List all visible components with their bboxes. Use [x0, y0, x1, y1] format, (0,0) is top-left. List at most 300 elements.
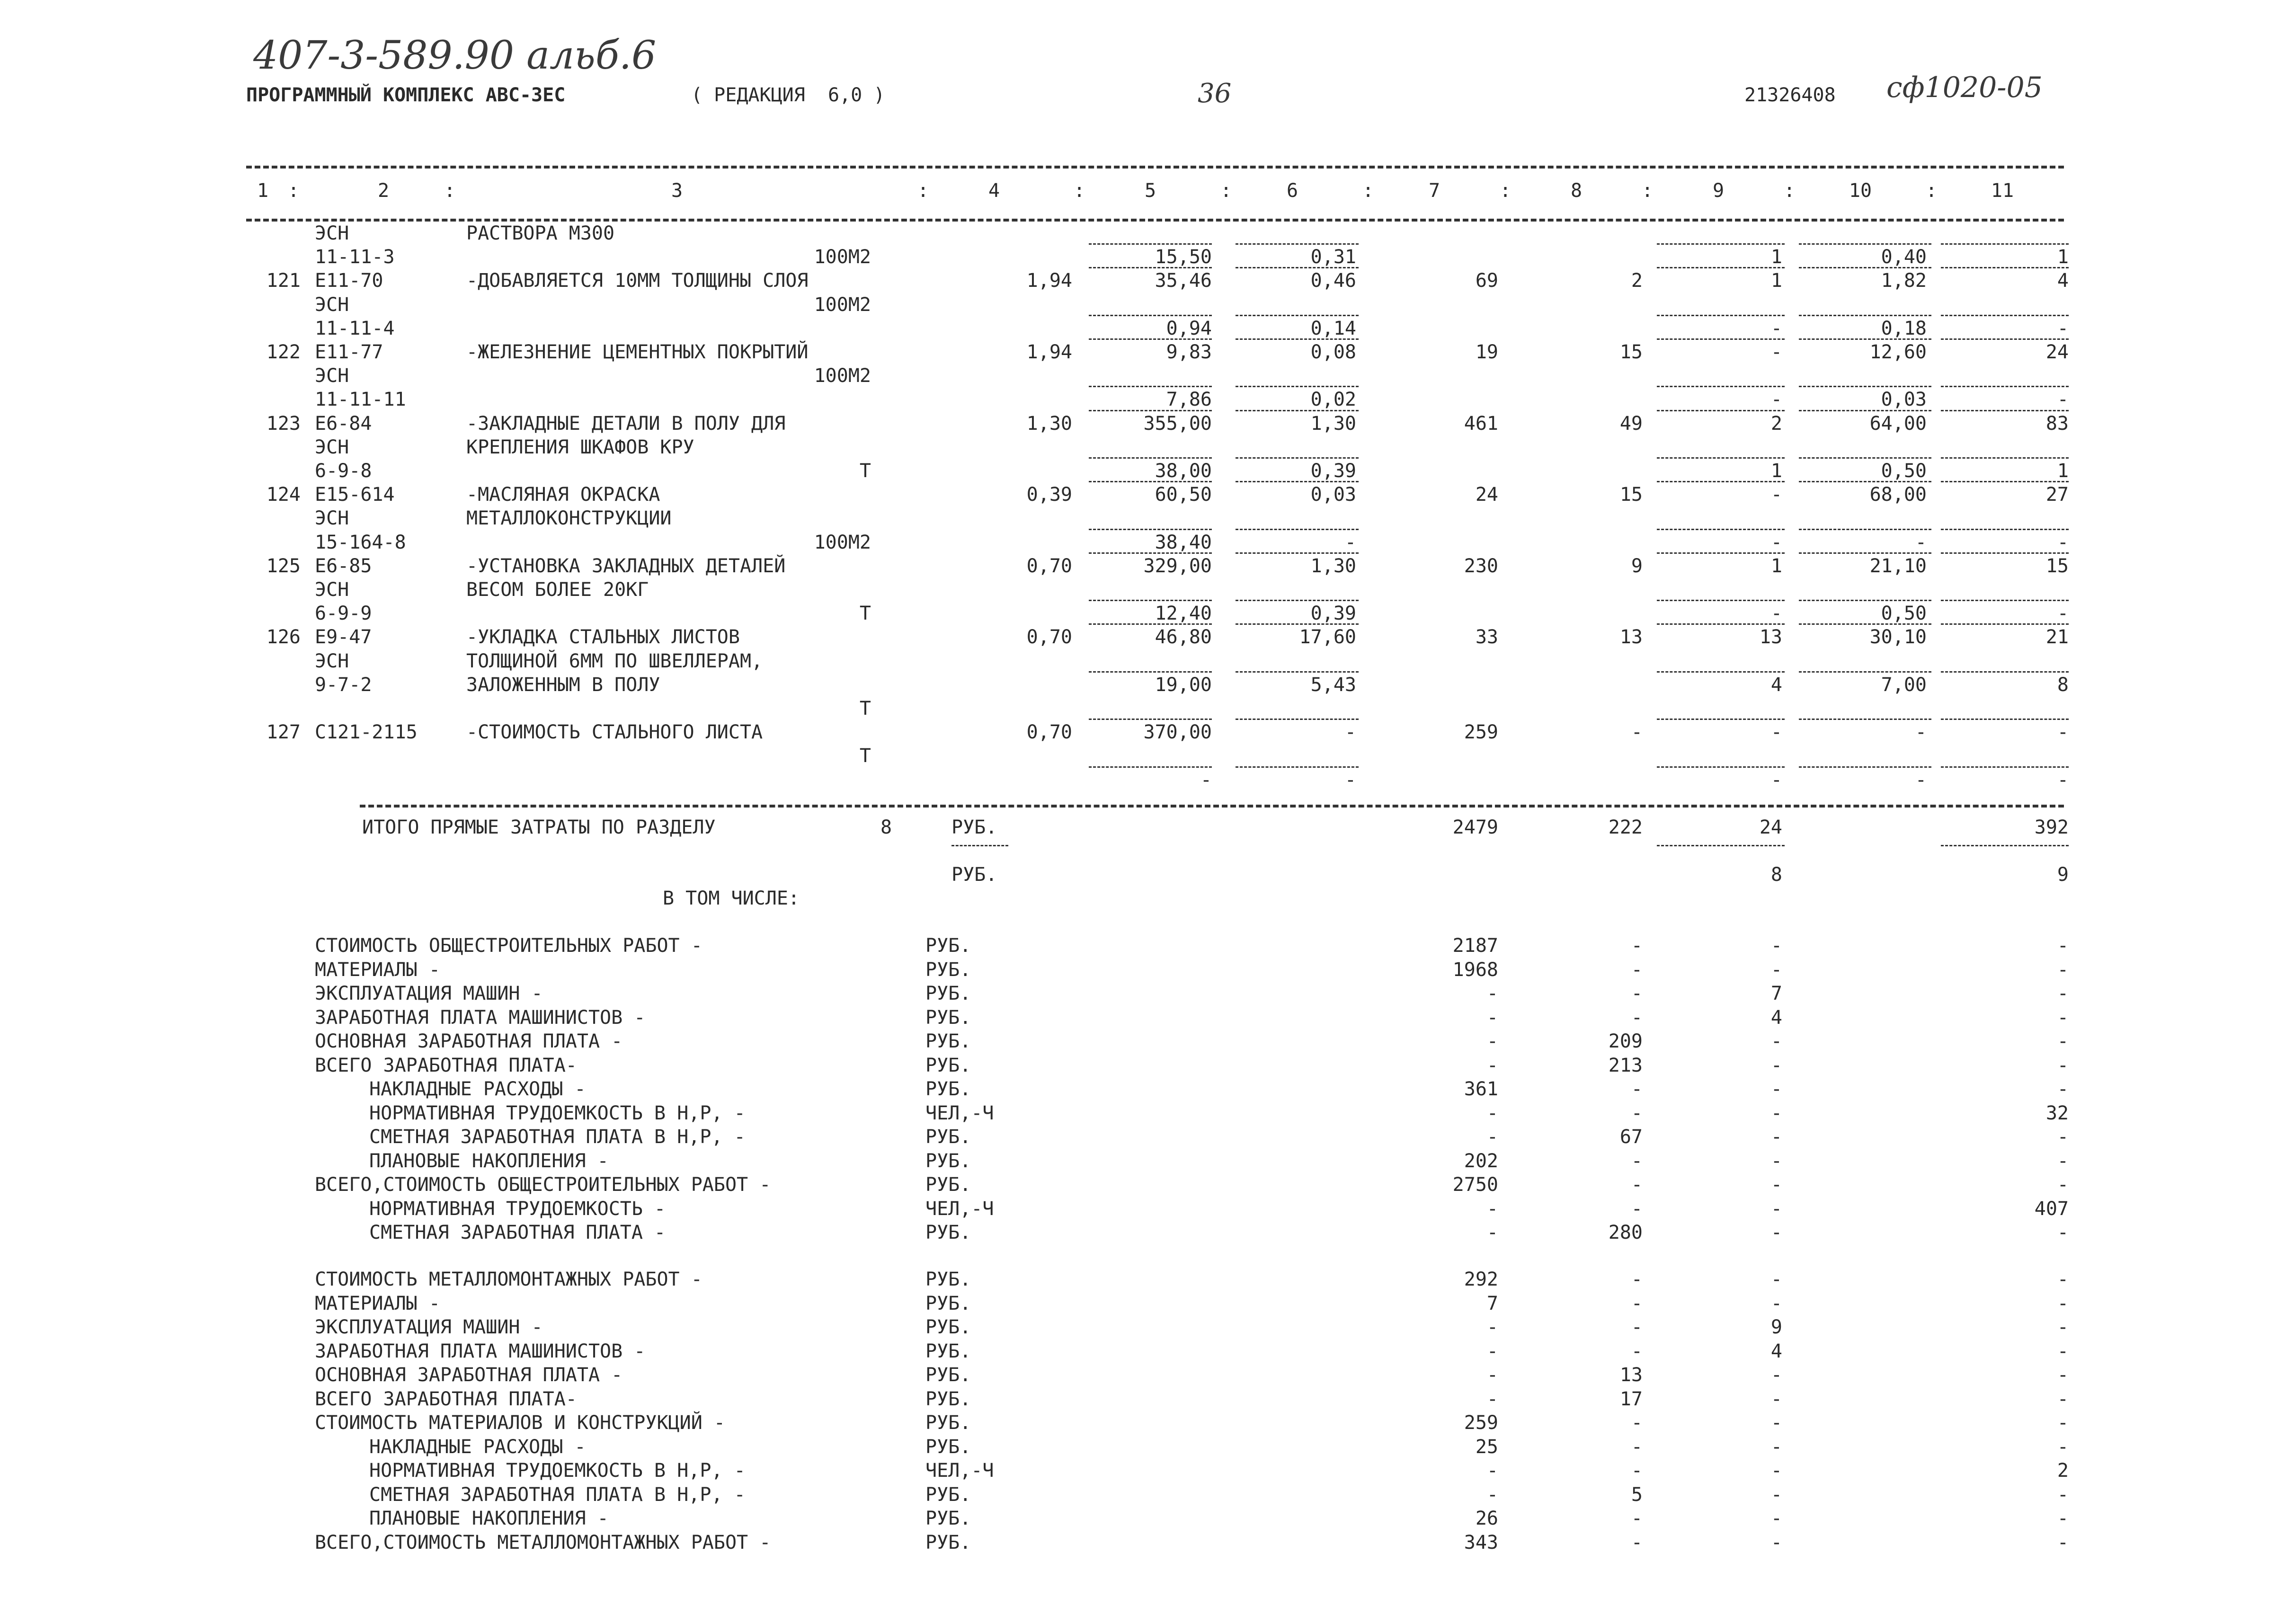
cell-underline	[1657, 386, 1785, 387]
cell-labor-total: 83	[2045, 412, 2069, 435]
totals-machine-cost: 24	[1759, 816, 1782, 838]
totals-unit: РУБ.	[951, 816, 997, 838]
cell-underline	[1657, 243, 1785, 245]
summary-labor: -	[2057, 1364, 2069, 1386]
summary-machine-cost: 4	[1770, 1340, 1782, 1362]
cell-total-cost: 461	[1464, 412, 1498, 435]
cell-machine-cost: -	[1770, 721, 1782, 744]
cell-total-cost: 33	[1475, 626, 1498, 648]
cell-machine-cost: 13	[1759, 626, 1782, 648]
summary-machine-cost: -	[1770, 1508, 1782, 1529]
summary-unit: ЧЕЛ,-Ч	[925, 1460, 994, 1482]
summary-labor: -	[2057, 983, 2069, 1004]
totals-label: ИТОГО ПРЯМЫЕ ЗАТРАТЫ ПО РАЗДЕЛУ	[362, 816, 716, 838]
totals-wage: 222	[1608, 816, 1643, 838]
totals-labor-2: 9	[2057, 864, 2069, 886]
summary-machine-cost: -	[1770, 958, 1782, 981]
summary-unit: РУБ.	[925, 1126, 971, 1148]
cell-underline	[1657, 552, 1785, 554]
summary-unit: ЧЕЛ,-Ч	[925, 1102, 994, 1124]
cell-unit-price: 370,00	[1143, 721, 1212, 744]
summary-label: НОРМАТИВНАЯ ТРУДОЕМКОСТЬ В Н,Р, -	[369, 1460, 746, 1482]
summary-wage: -	[1631, 1316, 1643, 1338]
cell-machine-price: 17,60	[1299, 626, 1356, 648]
cell-machine-price: -	[1344, 721, 1356, 744]
cell-underline	[1089, 315, 1212, 316]
summary-total-cost: -	[1486, 1364, 1498, 1386]
row-code: 11-11-4	[315, 317, 395, 339]
cell-underline	[1236, 338, 1359, 340]
cell-quantity: 0,70	[1026, 721, 1072, 744]
row-description: ЗАЛОЖЕННЫМ В ПОЛУ	[466, 674, 660, 696]
cell-underline	[1799, 457, 1931, 459]
summary-unit: РУБ.	[925, 1388, 971, 1410]
summary-label: СМЕТНАЯ ЗАРАБОТНАЯ ПЛАТА -	[369, 1222, 666, 1243]
summary-wage: -	[1631, 1340, 1643, 1362]
row-unit: Т	[859, 698, 871, 719]
cell-labor-total: 8	[2057, 674, 2069, 696]
cell-underline	[1236, 600, 1359, 601]
cell-unit-price: 355,00	[1143, 412, 1212, 435]
cell-underline	[1236, 529, 1359, 530]
cell-underline	[1236, 719, 1359, 720]
summary-total-cost: 25	[1475, 1436, 1498, 1458]
summary-wage: -	[1631, 1006, 1643, 1029]
cell-underline	[1799, 623, 1931, 625]
column-header-6: 6	[1286, 180, 1298, 202]
summary-wage: -	[1631, 1460, 1643, 1482]
cell-unit-price: -	[1200, 769, 1212, 791]
summary-total-cost: -	[1486, 1222, 1498, 1243]
cell-underline	[1657, 481, 1785, 482]
summary-labor: -	[2057, 1292, 2069, 1314]
summary-total-cost: -	[1486, 1340, 1498, 1362]
summary-labor: -	[2057, 1126, 2069, 1148]
cell-underline	[1799, 719, 1931, 720]
cell-underline	[1089, 386, 1212, 387]
row-code: Е11-77	[315, 341, 383, 363]
cell-unit-price: 46,80	[1155, 626, 1212, 648]
cell-machine-price: 0,46	[1310, 270, 1356, 292]
cell-machine-cost: -	[1770, 769, 1782, 791]
cell-labor-total: -	[2057, 531, 2069, 553]
document-code: 21326408	[1744, 84, 1836, 106]
cell-underline	[1089, 481, 1212, 482]
summary-unit: РУБ.	[925, 1269, 971, 1290]
cell-underline	[1089, 719, 1212, 720]
summary-unit: РУБ.	[925, 958, 971, 981]
summary-labor: -	[2057, 958, 2069, 981]
cell-machine-cost: 4	[1770, 674, 1782, 696]
summary-label: ЗАРАБОТНАЯ ПЛАТА МАШИНИСТОВ -	[315, 1340, 646, 1362]
cell-underline	[1799, 243, 1931, 245]
cell-wage: 49	[1619, 412, 1643, 435]
cell-underline	[1799, 552, 1931, 554]
cell-labor-unit: 7,00	[1881, 674, 1927, 696]
cell-wage: 2	[1631, 270, 1643, 292]
cell-labor-unit: -	[1915, 769, 1927, 791]
summary-total-cost: 259	[1464, 1412, 1498, 1434]
cell-machine-cost: 1	[1770, 460, 1782, 482]
cell-underline	[1941, 243, 2069, 245]
cell-underline	[1799, 315, 1931, 316]
summary-labor: -	[2057, 1436, 2069, 1458]
row-code: ЭСН	[315, 365, 349, 387]
summary-unit: ЧЕЛ,-Ч	[925, 1198, 994, 1220]
row-description: -УСТАНОВКА ЗАКЛАДНЫХ ДЕТАЛЕЙ	[466, 555, 786, 577]
cell-total-cost: 259	[1464, 721, 1498, 744]
summary-unit: РУБ.	[925, 1412, 971, 1434]
cell-underline	[1799, 410, 1931, 411]
totals-total-cost: 2479	[1452, 816, 1498, 838]
summary-label: НОРМАТИВНАЯ ТРУДОЕМКОСТЬ В Н,Р, -	[369, 1102, 746, 1124]
row-code: ЭСН	[315, 293, 349, 316]
column-header-1: 1	[257, 180, 269, 202]
cell-unit-price: 15,50	[1155, 246, 1212, 268]
column-separator: :	[1073, 180, 1085, 202]
summary-machine-cost: -	[1770, 1483, 1782, 1506]
cell-total-cost: 230	[1464, 555, 1498, 577]
summary-unit: РУБ.	[925, 1150, 971, 1172]
summary-machine-cost: -	[1770, 1030, 1782, 1052]
summary-total-cost: 202	[1464, 1150, 1498, 1172]
cell-underline	[1089, 243, 1212, 245]
cell-underline	[1657, 719, 1785, 720]
cell-underline	[1657, 267, 1785, 268]
summary-label: ПЛАНОВЫЕ НАКОПЛЕНИЯ -	[369, 1508, 609, 1529]
cell-labor-total: 21	[2045, 626, 2069, 648]
cell-total-cost: 19	[1475, 341, 1498, 363]
cell-labor-unit: 0,50	[1881, 460, 1927, 482]
column-header-3: 3	[671, 180, 683, 202]
summary-machine-cost: -	[1770, 1292, 1782, 1314]
summary-label: ОСНОВНАЯ ЗАРАБОТНАЯ ПЛАТА -	[315, 1364, 623, 1386]
column-separator: :	[444, 180, 456, 202]
summary-total-cost: 26	[1475, 1508, 1498, 1529]
cell-machine-cost: -	[1770, 317, 1782, 339]
cell-wage: 15	[1619, 484, 1643, 506]
totals-unit-rule	[951, 845, 1008, 846]
summary-unit: РУБ.	[925, 1436, 971, 1458]
cell-underline	[1089, 766, 1212, 768]
row-code: Е9-47	[315, 626, 372, 648]
cell-underline	[1941, 623, 2069, 625]
cell-underline	[1941, 315, 2069, 316]
cell-underline	[1941, 457, 2069, 459]
summary-wage: -	[1631, 935, 1643, 957]
summary-machine-cost: -	[1770, 1198, 1782, 1220]
summary-machine-cost: 7	[1770, 983, 1782, 1004]
summary-unit: РУБ.	[925, 1078, 971, 1100]
totals-labor-rule	[1941, 845, 2069, 846]
row-code: Е6-84	[315, 412, 372, 435]
cell-labor-total: -	[2057, 603, 2069, 625]
cell-underline	[1089, 410, 1212, 411]
row-code: ЭСН	[315, 650, 349, 672]
cell-underline	[1941, 600, 2069, 601]
summary-machine-cost: -	[1770, 1364, 1782, 1386]
row-description: МЕТАЛЛОКОНСТРУКЦИИ	[466, 507, 672, 530]
cell-unit-price: 0,94	[1166, 317, 1212, 339]
summary-label: СТОИМОСТЬ ОБЩЕСТРОИТЕЛЬНЫХ РАБОТ -	[315, 935, 702, 957]
summary-labor: -	[2057, 1340, 2069, 1362]
summary-machine-cost: -	[1770, 1388, 1782, 1410]
cell-underline	[1089, 338, 1212, 340]
summary-wage: -	[1631, 983, 1643, 1004]
summary-wage: -	[1631, 1269, 1643, 1290]
row-code: ЭСН	[315, 579, 349, 601]
cell-machine-price: 0,39	[1310, 603, 1356, 625]
cell-labor-total: 27	[2045, 484, 2069, 506]
cell-machine-price: -	[1344, 769, 1356, 791]
cell-labor-total: -	[2057, 317, 2069, 339]
summary-machine-cost: 4	[1770, 1006, 1782, 1029]
totals-machine-rule	[1657, 845, 1785, 846]
summary-total-cost: 361	[1464, 1078, 1498, 1100]
handwritten-reference: 407-3-589.90 альб.6	[253, 33, 657, 78]
summary-label: СТОИМОСТЬ МАТЕРИАЛОВ И КОНСТРУКЦИЙ -	[315, 1412, 725, 1434]
cell-underline	[1089, 267, 1212, 268]
summary-unit: РУБ.	[925, 1054, 971, 1076]
summary-wage: -	[1631, 1436, 1643, 1458]
cell-wage: 15	[1619, 341, 1643, 363]
cell-unit-price: 19,00	[1155, 674, 1212, 696]
summary-unit: РУБ.	[925, 1030, 971, 1052]
summary-unit: РУБ.	[925, 1292, 971, 1314]
cell-labor-total: 24	[2045, 341, 2069, 363]
cell-labor-unit: 12,60	[1869, 341, 1927, 363]
summary-labor: 32	[2045, 1102, 2069, 1124]
summary-labor: -	[2057, 1388, 2069, 1410]
column-separator: :	[1362, 180, 1374, 202]
row-description: КРЕПЛЕНИЯ ШКАФОВ КРУ	[466, 436, 694, 458]
cell-underline	[1236, 481, 1359, 482]
summary-unit: РУБ.	[925, 1364, 971, 1386]
summary-machine-cost: -	[1770, 1102, 1782, 1124]
summary-unit: РУБ.	[925, 1006, 971, 1029]
summary-machine-cost: -	[1770, 1269, 1782, 1290]
cell-underline	[1236, 267, 1359, 268]
summary-machine-cost: -	[1770, 1150, 1782, 1172]
summary-wage: 17	[1619, 1388, 1643, 1410]
summary-total-cost: -	[1486, 1316, 1498, 1338]
edition-label: ( РЕДАКЦИЯ 6,0 )	[691, 84, 885, 106]
column-separator: :	[1925, 180, 1938, 202]
cell-machine-price: 0,02	[1310, 389, 1356, 411]
cell-underline	[1799, 766, 1931, 768]
summary-machine-cost: -	[1770, 1222, 1782, 1243]
cell-underline	[1799, 338, 1931, 340]
cell-underline	[1657, 766, 1785, 768]
cell-machine-cost: 1	[1770, 555, 1782, 577]
summary-total-cost: -	[1486, 1102, 1498, 1124]
cell-underline	[1236, 552, 1359, 554]
cell-machine-price: 1,30	[1310, 555, 1356, 577]
row-unit: Т	[859, 603, 871, 625]
summary-machine-cost: -	[1770, 1174, 1782, 1196]
cell-labor-unit: 30,10	[1869, 626, 1927, 648]
cell-wage: 13	[1619, 626, 1643, 648]
cell-wage: -	[1631, 721, 1643, 744]
cell-underline	[1657, 457, 1785, 459]
cell-underline	[1941, 766, 2069, 768]
summary-total-cost: -	[1486, 1388, 1498, 1410]
column-header-5: 5	[1144, 180, 1156, 202]
summary-total-cost: 1968	[1452, 958, 1498, 981]
cell-machine-cost: -	[1770, 603, 1782, 625]
cell-machine-cost: 2	[1770, 412, 1782, 435]
column-header-2: 2	[377, 180, 390, 202]
cell-underline	[1236, 457, 1359, 459]
summary-total-cost: 343	[1464, 1531, 1498, 1553]
cell-quantity: 1,94	[1026, 341, 1072, 363]
summary-label: ОСНОВНАЯ ЗАРАБОТНАЯ ПЛАТА -	[315, 1030, 623, 1052]
cell-underline	[1799, 671, 1931, 673]
cell-machine-price: 1,30	[1310, 412, 1356, 435]
summary-wage: -	[1631, 1508, 1643, 1529]
column-header-10: 10	[1849, 180, 1872, 202]
cell-underline	[1657, 529, 1785, 530]
totals-labor: 392	[2034, 816, 2069, 838]
summary-total-cost: -	[1486, 1006, 1498, 1029]
summary-labor: -	[2057, 1412, 2069, 1434]
header-top-rule	[246, 166, 2064, 169]
row-code: 6-9-9	[315, 603, 372, 625]
row-description: ТОЛЩИНОЙ 6ММ ПО ШВЕЛЛЕРАМ,	[466, 650, 763, 672]
cell-underline	[1941, 552, 2069, 554]
row-description: -УКЛАДКА СТАЛЬНЫХ ЛИСТОВ	[466, 626, 740, 648]
cell-underline	[1657, 315, 1785, 316]
cell-underline	[1236, 671, 1359, 673]
cell-machine-cost: -	[1770, 341, 1782, 363]
cell-underline	[1089, 529, 1212, 530]
cell-labor-unit: 64,00	[1869, 412, 1927, 435]
summary-total-cost: -	[1486, 1483, 1498, 1506]
cell-underline	[1236, 243, 1359, 245]
cell-quantity: 1,94	[1026, 270, 1072, 292]
cell-underline	[1941, 338, 2069, 340]
cell-unit-price: 12,40	[1155, 603, 1212, 625]
row-unit: 100М2	[814, 531, 871, 553]
summary-label: СТОИМОСТЬ МЕТАЛЛОМОНТАЖНЫХ РАБОТ -	[315, 1269, 702, 1290]
cell-underline	[1799, 481, 1931, 482]
cell-labor-total: -	[2057, 721, 2069, 744]
summary-wage: 280	[1608, 1222, 1643, 1243]
row-number: 126	[266, 626, 301, 648]
cell-total-cost: 24	[1475, 484, 1498, 506]
including-label: В ТОМ ЧИСЛЕ:	[663, 887, 800, 909]
summary-machine-cost: 9	[1770, 1316, 1782, 1338]
column-separator: :	[1783, 180, 1796, 202]
summary-labor: -	[2057, 1269, 2069, 1290]
cell-unit-price: 38,00	[1155, 460, 1212, 482]
summary-label: МАТЕРИАЛЫ -	[315, 958, 440, 981]
row-code: 11-11-11	[315, 389, 406, 411]
summary-label: ВСЕГО,СТОИМОСТЬ ОБЩЕСТРОИТЕЛЬНЫХ РАБОТ -	[315, 1174, 771, 1196]
summary-labor: -	[2057, 1006, 2069, 1029]
cell-labor-total: 1	[2057, 460, 2069, 482]
cell-labor-unit: 0,03	[1881, 389, 1927, 411]
cell-underline	[1657, 671, 1785, 673]
summary-wage: -	[1631, 1150, 1643, 1172]
cell-labor-total: 15	[2045, 555, 2069, 577]
row-number: 127	[266, 721, 301, 744]
summary-labor: -	[2057, 1030, 2069, 1052]
cell-unit-price: 7,86	[1166, 389, 1212, 411]
summary-labor: -	[2057, 1150, 2069, 1172]
row-number: 124	[266, 484, 301, 506]
summary-wage: -	[1631, 1292, 1643, 1314]
cell-labor-total: -	[2057, 389, 2069, 411]
cell-machine-cost: 1	[1770, 246, 1782, 268]
summary-labor: -	[2057, 1483, 2069, 1506]
summary-unit: РУБ.	[925, 1340, 971, 1362]
summary-label: НОРМАТИВНАЯ ТРУДОЕМКОСТЬ -	[369, 1198, 666, 1220]
row-code: 15-164-8	[315, 531, 406, 553]
row-code: Е11-70	[315, 270, 383, 292]
summary-wage: 209	[1608, 1030, 1643, 1052]
cell-machine-price: 5,43	[1310, 674, 1356, 696]
row-number: 125	[266, 555, 301, 577]
summary-label: СМЕТНАЯ ЗАРАБОТНАЯ ПЛАТА В Н,Р, -	[369, 1483, 746, 1506]
summary-wage: -	[1631, 1102, 1643, 1124]
column-header-7: 7	[1428, 180, 1440, 202]
summary-labor: -	[2057, 935, 2069, 957]
summary-total-cost: 2750	[1452, 1174, 1498, 1196]
cell-underline	[1941, 671, 2069, 673]
summary-wage: 13	[1619, 1364, 1643, 1386]
cell-unit-price: 35,46	[1155, 270, 1212, 292]
page-number: 36	[1198, 78, 1232, 109]
cell-unit-price: 38,40	[1155, 531, 1212, 553]
summary-total-cost: -	[1486, 983, 1498, 1004]
row-code: ЭСН	[315, 222, 349, 244]
row-description: ВЕСОМ БОЛЕЕ 20КГ	[466, 579, 649, 601]
cell-unit-price: 329,00	[1143, 555, 1212, 577]
row-description: -СТОИМОСТЬ СТАЛЬНОГО ЛИСТА	[466, 721, 763, 744]
summary-unit: РУБ.	[925, 1222, 971, 1243]
row-code: ЭСН	[315, 436, 349, 458]
cell-underline	[1236, 623, 1359, 625]
cell-unit-price: 9,83	[1166, 341, 1212, 363]
summary-total-cost: -	[1486, 1198, 1498, 1220]
cell-quantity: 0,70	[1026, 626, 1072, 648]
cell-total-cost: 69	[1475, 270, 1498, 292]
column-header-9: 9	[1712, 180, 1725, 202]
summary-wage: -	[1631, 1174, 1643, 1196]
cell-unit-price: 60,50	[1155, 484, 1212, 506]
handwritten-code: сф1020-05	[1886, 71, 2043, 104]
summary-label: МАТЕРИАЛЫ -	[315, 1292, 440, 1314]
summary-machine-cost: -	[1770, 1054, 1782, 1076]
cell-labor-total: 4	[2057, 270, 2069, 292]
summary-total-cost: -	[1486, 1460, 1498, 1482]
totals-machine-cost-2: 8	[1770, 864, 1782, 886]
cell-labor-unit: 0,40	[1881, 246, 1927, 268]
summary-unit: РУБ.	[925, 1508, 971, 1529]
summary-machine-cost: -	[1770, 1436, 1782, 1458]
column-separator: :	[287, 180, 300, 202]
cell-quantity: 1,30	[1026, 412, 1072, 435]
cell-labor-unit: -	[1915, 721, 1927, 744]
cell-underline	[1089, 671, 1212, 673]
summary-wage: 5	[1631, 1483, 1643, 1506]
cell-underline	[1236, 386, 1359, 387]
cell-machine-cost: -	[1770, 389, 1782, 411]
row-description: -МАСЛЯНАЯ ОКРАСКА	[466, 484, 660, 506]
cell-underline	[1089, 623, 1212, 625]
summary-machine-cost: -	[1770, 1078, 1782, 1100]
